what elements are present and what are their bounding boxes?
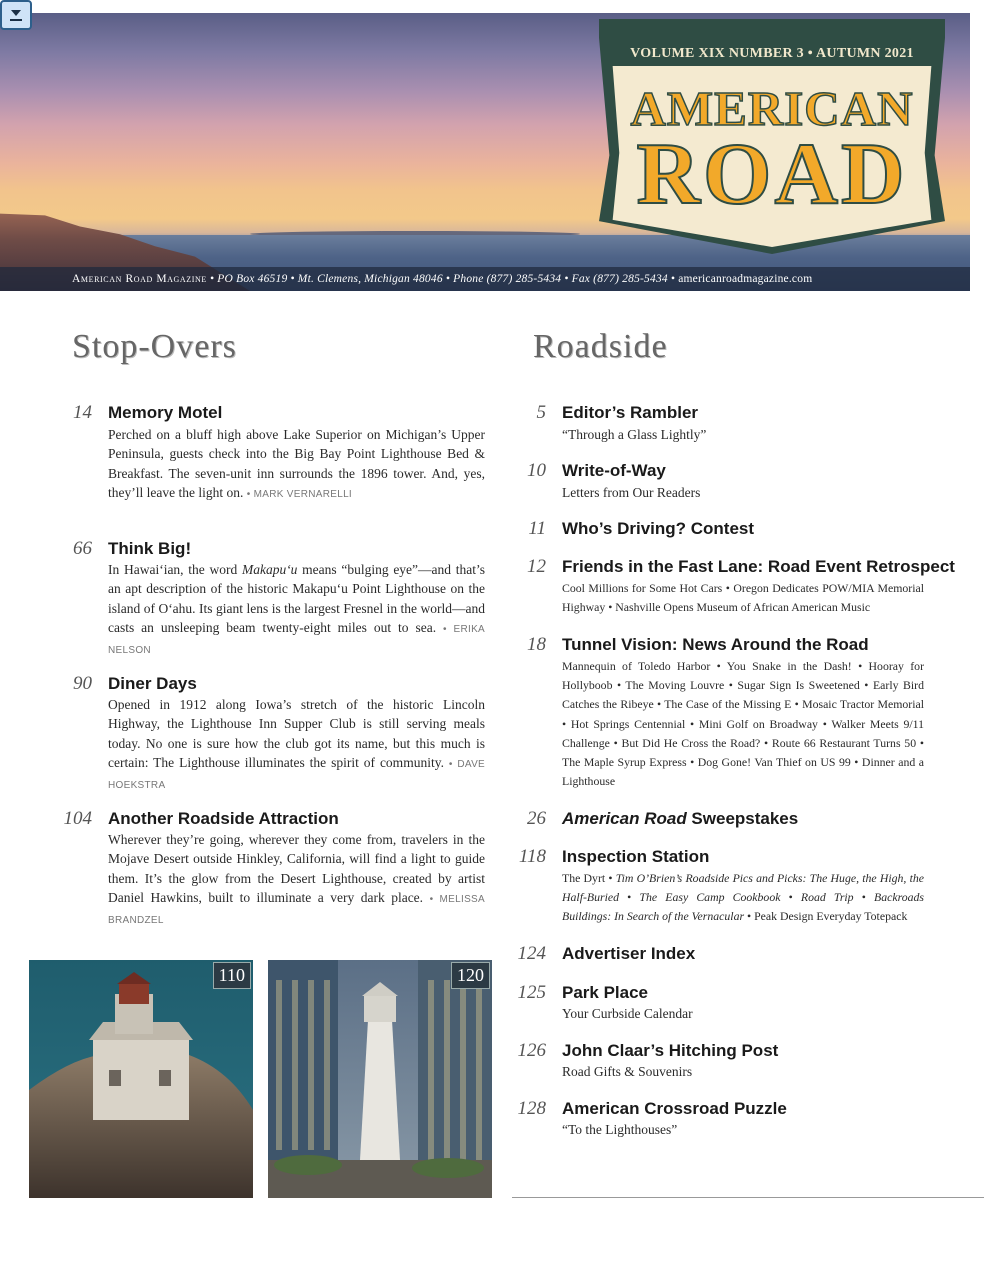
divider xyxy=(512,1197,984,1198)
page-number: 18 xyxy=(527,634,546,655)
department-title[interactable]: Advertiser Index xyxy=(562,944,696,963)
page-number: 12 xyxy=(527,556,546,577)
contact-details: • PO Box 46519 • Mt. Clemens, Michigan 48046 • Phone (877) 285-5434 • Fax (877) 285-5434 • xyxy=(210,273,676,285)
department-subtitle: Mannequin of Toledo Harbor • You Snake in the Dash! • Hooray for Hollyboob • The Moving Louvre • Sugar Sign Is Sweetened • Early Bird Catches the Ribeye • The Case of the Missing E • Mosaic Tractor Memorial • Hot Springs Centennial • Mini Golf on Broadway • Walker Meets 9/11 Challenge • But Did He Cross the Road? • Route 66 Restaurant Turns 50 • The Maple Syrup Express • Dog Gone! Van Thief on US 99 • Dinner and a Lighthouse xyxy=(562,659,924,789)
department-title[interactable]: American Crossroad Puzzle xyxy=(562,1099,787,1118)
article-blurb: Wherever they’re going, wherever they come from, travelers in the Mojave Desert outside Hinkley, California, will find a light to guide them. It’s the glow from the Desert Lighthouse, created by artist Daniel Hawkins, built to illuminate a very dark place. • MELISSA BRANDZEL xyxy=(108,832,486,927)
page-number: 124 xyxy=(517,943,546,964)
logo-american: AMERICAN xyxy=(630,81,914,136)
page-number: 66 xyxy=(73,538,92,559)
article-title[interactable]: Diner Days xyxy=(108,674,197,693)
department-title[interactable]: Inspection Station xyxy=(562,847,710,866)
department-subtitle: Your Curbside Calendar xyxy=(562,1006,693,1021)
page-number: 90 xyxy=(73,673,92,694)
page-number: 125 xyxy=(517,982,546,1003)
department-title[interactable]: Park Place xyxy=(562,983,649,1002)
page-number: 126 xyxy=(517,1040,546,1061)
department-subtitle: Cool Millions for Some Hot Cars • Oregon Dedicates POW/MIA Memorial Highway • Nashville Opens Museum of African American Music xyxy=(562,581,924,615)
toggle-bar-icon xyxy=(10,19,22,21)
page-badge: 110 xyxy=(213,962,251,989)
article-blurb: Opened in 1912 along Iowa’s stretch of the historic Lincoln Highway, the Lighthouse Inn Supper Club is still serving meals today. No one is sure how the club got its name, but this much is certain: The Lighthouse illuminates the spirit of community. • DAVE HOEKSTRA xyxy=(108,697,486,792)
page-number: 10 xyxy=(527,460,546,481)
department-subtitle: The Dyrt • Tim O’Brien’s Roadside Pics and Picks: The Huge, the High, the Half-Buried • The Easy Camp Cookbook • Road Trip • Backroads Buildings: In Search of the Vernacular • Peak Design Everyday Totepack xyxy=(562,871,925,924)
contact-info-bar xyxy=(0,267,970,291)
stopovers-heading: Stop-Overs xyxy=(72,328,237,365)
article-title[interactable]: Memory Motel xyxy=(108,403,223,422)
page-number: 128 xyxy=(517,1098,546,1119)
article-author: • ERIKA NELSON xyxy=(108,623,486,657)
collapse-toggle-button[interactable] xyxy=(0,0,32,30)
department-subtitle: Road Gifts & Souvenirs xyxy=(562,1064,693,1079)
page-number: 118 xyxy=(518,846,546,867)
article-title[interactable]: Another Roadside Attraction xyxy=(108,809,339,828)
department-subtitle: “To the Lighthouses” xyxy=(562,1122,678,1137)
page-number: 11 xyxy=(528,518,546,539)
department-subtitle: “Through a Glass Lightly” xyxy=(562,427,707,442)
chevron-down-icon xyxy=(11,10,21,16)
lighthouse-photo-110[interactable] xyxy=(29,960,253,1198)
page-number: 104 xyxy=(63,808,92,829)
article-blurb: In Hawai‘ian, the word Makapu‘u means “bulging eye”—and that’s an apt description of the historic Makapu‘u Point Lighthouse on the island of O‘ahu. Its giant lens is the largest Fresnel in the world—and casts an unsleeping beam twenty-eight miles out to sea. • ERIKA NELSON xyxy=(108,562,486,657)
article-author: • MELISSA BRANDZEL xyxy=(108,893,486,927)
page-number: 5 xyxy=(536,402,546,423)
article-author: • DAVE HOEKSTRA xyxy=(108,758,486,792)
rock-lighthouse-image xyxy=(29,960,253,1198)
department-subtitle: Letters from Our Readers xyxy=(562,485,701,500)
lighthouse-photo-120[interactable] xyxy=(268,960,492,1198)
article-author: • MARK VERNARELLI xyxy=(246,488,353,500)
volume-line: VOLUME XIX NUMBER 3 • AUTUMN 2021 xyxy=(630,46,914,61)
department-title[interactable]: Tunnel Vision: News Around the Road xyxy=(562,635,869,654)
department-title[interactable]: American Road Sweepstakes xyxy=(562,809,799,828)
logo-road: ROAD xyxy=(636,126,908,223)
page-badge: 120 xyxy=(451,962,490,989)
department-title[interactable]: Editor’s Rambler xyxy=(562,403,699,422)
page-number: 14 xyxy=(73,402,92,423)
website-link[interactable]: americanroadmagazine.com xyxy=(678,273,813,285)
page-number: 26 xyxy=(527,808,546,829)
department-title[interactable]: Who’s Driving? Contest xyxy=(562,519,755,538)
roadside-heading: Roadside xyxy=(533,328,668,365)
article-blurb: Perched on a bluff high above Lake Superior on Michigan’s Upper Peninsula, guests check into the Big Bay Point Lighthouse Bed & Breakfast. The seven-unit inn surrounds the 1896 tower. And, yes, they’ll leave the light on. • MARK VERNARELLI xyxy=(108,427,485,500)
article-title[interactable]: Think Big! xyxy=(108,539,192,558)
department-title[interactable]: Write-of-Way xyxy=(562,461,666,480)
city-lighthouse-image xyxy=(268,960,492,1198)
department-title[interactable]: Friends in the Fast Lane: Road Event Retrospect xyxy=(562,557,955,576)
magazine-name: American Road Magazine xyxy=(72,273,207,285)
department-title[interactable]: John Claar’s Hitching Post xyxy=(562,1041,779,1060)
